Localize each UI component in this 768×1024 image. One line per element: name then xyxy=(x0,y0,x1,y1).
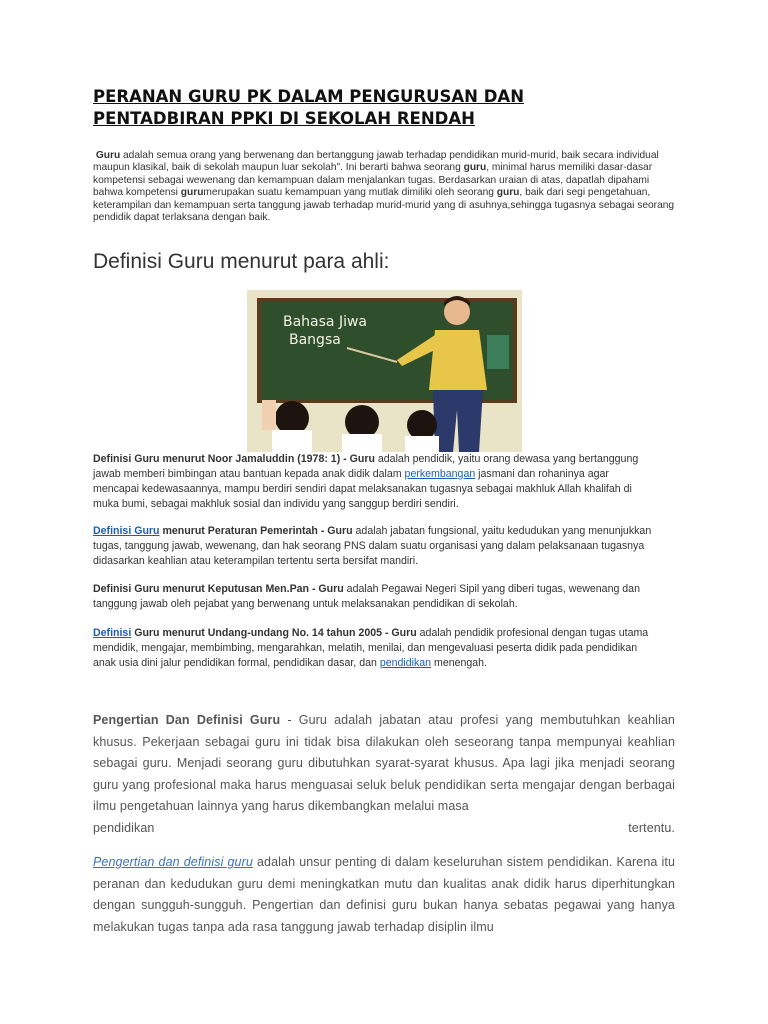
intro-bold-guru: guru xyxy=(496,187,520,199)
section-heading: Definisi Guru menurut para ahli: xyxy=(93,250,390,273)
paragraph-text: - Guru adalah jabatan atau profesi yang membutuhkan keahlian khusus. Pekerjaan sebagai guru ini tidak bisa dilakukan oleh seseorang tanpa mempunyai keahlian sebagai guru. Menjadi seorang guru dibutuhkan syarat-syarat khusus. Apa lagi jika menjadi seorang guru yang profesional maka harus menguasai seluk beluk pendidikan serta mengajar dengan berbagai ilmu pengetahuan lainnya yang harus dikembangkan melalui masa xyxy=(93,713,675,813)
intro-text: merupakan suatu kemampuan yang mutlak dimiliki oleh seorang xyxy=(203,187,497,199)
definition-text: menengah. xyxy=(431,657,488,669)
definition-text: adalah pendidik profesional dengan tugas utama mendidik, mengajar, membimbing, mengarahkan, melatih, menilai, dan mengevaluasi peserta didik pada pendidikan anak usia dini jalur pendidikan formal, pendidikan dasar, dan xyxy=(93,627,649,669)
paragraph-last-left: pendidikan xyxy=(93,820,155,835)
teacher-classroom-illustration xyxy=(247,290,522,452)
teacher-shirt xyxy=(429,330,487,390)
link-definisi-guru[interactable]: Definisi Guru xyxy=(93,525,160,537)
link-definisi[interactable]: Definisi xyxy=(93,627,132,639)
student-3 xyxy=(405,410,439,452)
document-title xyxy=(93,86,524,130)
definition-undang-undang xyxy=(93,626,653,671)
intro-bold-guru: Guru xyxy=(95,150,121,161)
definition-text: jasmani dan rohaninya agar mencapai kedewasaannya, mampu berdiri sendiri dapat melaksanakan tugasnya sebagai makhluk Allah khalifah di muka bumi, sebagai makhluk sosial dan individu yang sanggup berdiri sendiri. xyxy=(93,468,632,510)
paragraph-bold-heading: Pengertian Dan Definisi Guru xyxy=(93,713,281,727)
paragraph-text: adalah unsur penting di dalam keseluruhan sistem pendidikan. Karena itu peranan dan kedudukan guru demi meningkatkan mutu dan kualitas anak didik harus diperhitungkan dengan sungguh-sungguh. Pengertian dan definisi guru bukan hanya sebatas pegawai yang hanya melakukan tugas tanpa ada rasa tanggung jawab terhadap disiplin ilmu xyxy=(93,855,676,934)
intro-text: , baik dari segi pengetahuan, keterampilan dan kemampuan serta tanggung jawab terhadap murid-murid yang di asuhnya,sehingga tugasnya sebagai seorang pendidik dapat terlaksana dengan baik. xyxy=(93,187,675,224)
definition-noor-jamaluddin xyxy=(93,452,653,512)
teacher-book xyxy=(487,335,509,369)
definition-keputusan-menpan xyxy=(93,582,653,612)
definition-text: adalah Pegawai Negeri Sipil yang diberi tugas, wewenang dan tanggung jawab oleh pejabat yang berwenang untuk melaksanakan pendidikan di sekolah. xyxy=(93,583,640,610)
title-line-1: PERANAN GURU PK DALAM PENGURUSAN DAN xyxy=(93,87,524,106)
definition-bold: Definisi Guru menurut Keputusan Men.Pan - Guru xyxy=(93,583,344,595)
link-pengertian-definisi-guru[interactable]: Pengertian dan definisi guru xyxy=(93,855,253,869)
link-perkembangan[interactable]: perkembangan xyxy=(404,468,476,480)
student-1 xyxy=(272,401,312,452)
paragraph-peranan xyxy=(93,852,675,938)
definition-bold: menurut Peraturan Pemerintah - Guru xyxy=(159,525,353,537)
definition-text: adalah jabatan fungsional, yaitu kedudukan yang menunjukkan tugas, tanggung jawab, wewenang, dan hak seorang PNS dalam suatu organisasi yang dalam pelaksanaan tugasnya didasarkan keahlian atau keterampilan tertentu serta bersifat mandiri. xyxy=(93,525,652,567)
definition-bold: Definisi Guru menurut Noor Jamaluddin (1978: 1) - Guru xyxy=(93,453,375,465)
paragraph-pengertian xyxy=(93,710,675,839)
definition-bold: Guru menurut Undang-undang No. 14 tahun 2005 - Guru xyxy=(131,627,417,639)
intro-text: adalah semua orang yang berwenang dan bertanggung jawab terhadap pendidikan murid-murid, baik secara individual maupun klasikal, baik di sekolah maupun luar sekolah". Ini berarti bahwa seorang xyxy=(93,150,659,174)
board-text-line-2: Bangsa xyxy=(289,332,341,348)
board-text-line-1: Bahasa Jiwa xyxy=(283,314,368,330)
intro-bold-guru: guru xyxy=(180,187,204,199)
intro-bold-guru: guru xyxy=(463,162,487,174)
definition-peraturan-pemerintah xyxy=(93,524,653,569)
title-line-2: PENTADBIRAN PPKI DI SEKOLAH RENDAH xyxy=(93,109,475,128)
paragraph-last-right: tertentu. xyxy=(628,820,675,835)
intro-paragraph xyxy=(93,150,675,224)
definition-text: adalah pendidik, yaitu orang dewasa yang bertanggung jawab memberi bimbingan atau bantuan kepada anak didik dalam xyxy=(93,453,639,480)
paragraph-last-line xyxy=(93,818,675,840)
intro-text: , minimal harus memiliki dasar-dasar kompetensi sebagai wewenang dan kemampuan dalam menjalankan tugas. Berdasarkan uraian di atas, dapatlah dipahami bahwa kompetensi xyxy=(93,162,653,199)
link-pendidikan[interactable]: pendidikan xyxy=(379,657,432,669)
